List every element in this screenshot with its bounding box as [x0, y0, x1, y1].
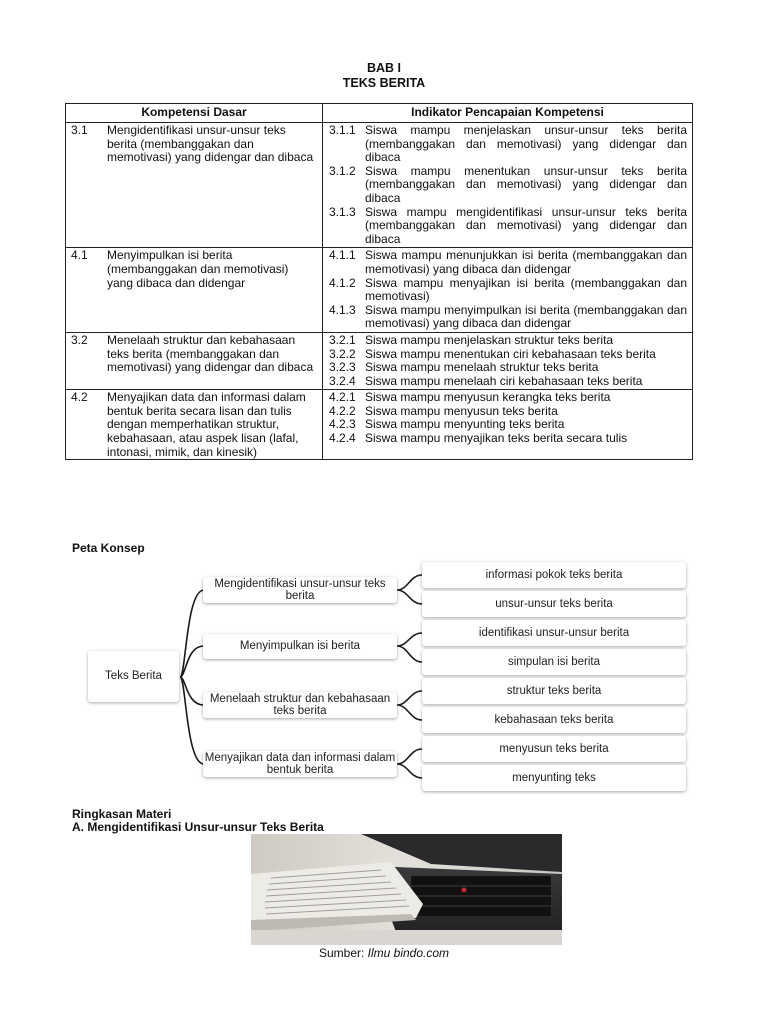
- connector-branch-1: [397, 575, 422, 604]
- kd-number: 3.2: [71, 332, 88, 347]
- indicator-text: Siswa mampu menjelaskan unsur-unsur teks berita (membanggakan dan memotivasi) yang didengar dan dibaca: [365, 123, 687, 165]
- kd-number: 3.1: [71, 123, 88, 137]
- indicator-number: 3.1.1: [329, 123, 356, 137]
- summary-heading: Ringkasan Materi: [72, 807, 172, 821]
- indicator-number: 3.1.2: [329, 163, 356, 178]
- newspaper-laptop-photo: [251, 834, 562, 945]
- indicator-number: 4.1.1: [329, 248, 356, 263]
- indicator-text: Siswa mampu menunjukkan isi berita (membanggakan dan memotivasi) yang dibaca dan didengar: [365, 248, 687, 276]
- kd-number: 4.1: [71, 248, 88, 263]
- concept-leaf: informasi pokok teks berita: [422, 562, 686, 588]
- indicator-text: Siswa mampu mengidentifikasi unsur-unsur teks berita (membanggakan dan memotivasi) yang didengar dan dibaca: [365, 204, 687, 246]
- indicator-number: 3.1.3: [329, 204, 356, 219]
- section-a-heading: A. Mengidentifikasi Unsur-unsur Teks Berita: [72, 820, 324, 834]
- photo-illustration: [251, 834, 562, 945]
- indicator-text: Siswa mampu menelaah ciri kebahasaan teks berita: [365, 373, 643, 388]
- connector-root: [180, 590, 204, 764]
- concept-leaf: menyunting teks: [422, 765, 686, 791]
- kd-text: Menyajikan data dan informasi dalam bentuk berita secara lisan dan tulis dengan memperhatikan struktur, kebahasaan, atau aspek lisan (lafal, intonasi, mimik, dan kinesik): [107, 390, 306, 459]
- trackpoint: [462, 888, 467, 893]
- photo-caption: [0, 946, 768, 960]
- chapter-number: BAB I: [366, 61, 402, 75]
- caption-prefix: Sumber:: [318, 946, 368, 960]
- indicator-number: 4.1.3: [329, 302, 356, 317]
- col-header-kompetensi: Kompetensi Dasar: [66, 104, 323, 123]
- concept-map-heading: Peta Konsep: [72, 541, 145, 555]
- indicator-number: 4.2.2: [329, 403, 356, 418]
- concept-leaf: struktur teks berita: [422, 678, 686, 704]
- concept-root-teks-berita: Teks Berita: [88, 651, 179, 702]
- indicator-number: 3.2.4: [329, 373, 356, 388]
- concept-leaf: unsur-unsur teks berita: [422, 591, 686, 617]
- concept-branch-telaah: Menelaah struktur dan kebahasaan teks berita: [203, 692, 397, 718]
- indicator-number: 4.2.4: [329, 431, 356, 446]
- concept-leaf: identifikasi unsur-unsur berita: [422, 620, 686, 646]
- indicator-text: Siswa mampu menyajikan teks berita secara tulis: [365, 431, 628, 446]
- indicator-number: 3.2.1: [329, 332, 356, 347]
- concept-leaf: menyusun teks berita: [422, 736, 686, 762]
- indicator-text: Siswa mampu menyunting teks berita: [365, 417, 565, 432]
- indicator-text: Siswa mampu menyusun kerangka teks berita: [365, 390, 611, 405]
- connector-branch-3: [397, 691, 422, 720]
- indicator-number: 4.1.2: [329, 275, 356, 290]
- chapter-title: TEKS BERITA: [342, 76, 426, 90]
- indicator-number: 3.2.3: [329, 360, 356, 375]
- indicator-text: Siswa mampu menyimpulkan isi berita (membanggakan dan memotivasi) yang dibaca dan didengar: [365, 302, 687, 331]
- concept-branch-sajikan: Menyajikan data dan informasi dalam bentuk berita: [204, 751, 396, 776]
- kd-text: Menyimpulkan isi berita (membanggakan dan memotivasi) yang dibaca dan didengar: [107, 248, 289, 290]
- kd-number: 4.2: [71, 390, 88, 405]
- col-header-indikator: Indikator Pencapaian Kompetensi: [323, 104, 693, 123]
- caption-source: Ilmu bindo.com: [367, 946, 450, 960]
- concept-leaf: kebahasaan teks berita: [422, 707, 686, 733]
- indicator-number: 3.2.2: [329, 346, 356, 361]
- indicator-text: Siswa mampu menentukan ciri kebahasaan teks berita: [365, 346, 656, 361]
- indicator-text: Siswa mampu menyajikan isi berita (membanggakan dan memotivasi): [365, 275, 687, 304]
- connector-branch-2: [397, 633, 422, 662]
- concept-leaf: simpulan isi berita: [422, 649, 686, 675]
- concept-branch-identifikasi: Mengidentifikasi unsur-unsur teks berita: [203, 577, 397, 603]
- kd-text: Menelaah struktur dan kebahasaan teks berita (membanggakan dan memotivasi) yang didengar dan dibaca: [107, 332, 314, 375]
- indicator-text: Siswa mampu menjelaskan struktur teks berita: [365, 332, 614, 347]
- kd-text: Mengidentifikasi unsur-unsur teks berita (membanggakan dan memotivasi) yang didengar dan dibaca: [107, 123, 314, 165]
- indicator-number: 4.2.3: [329, 417, 356, 432]
- indicator-text: Siswa mampu menentukan unsur-unsur teks berita (membanggakan dan memotivasi) yang didengar dan dibaca: [365, 163, 687, 205]
- indicator-number: 4.2.1: [329, 390, 356, 405]
- connector-branch-4: [397, 749, 422, 778]
- indicator-text: Siswa mampu menelaah struktur teks berita: [365, 360, 599, 375]
- concept-branch-simpulan: Menyimpulkan isi berita: [203, 634, 397, 659]
- indicator-text: Siswa mampu menyusun teks berita: [365, 403, 558, 418]
